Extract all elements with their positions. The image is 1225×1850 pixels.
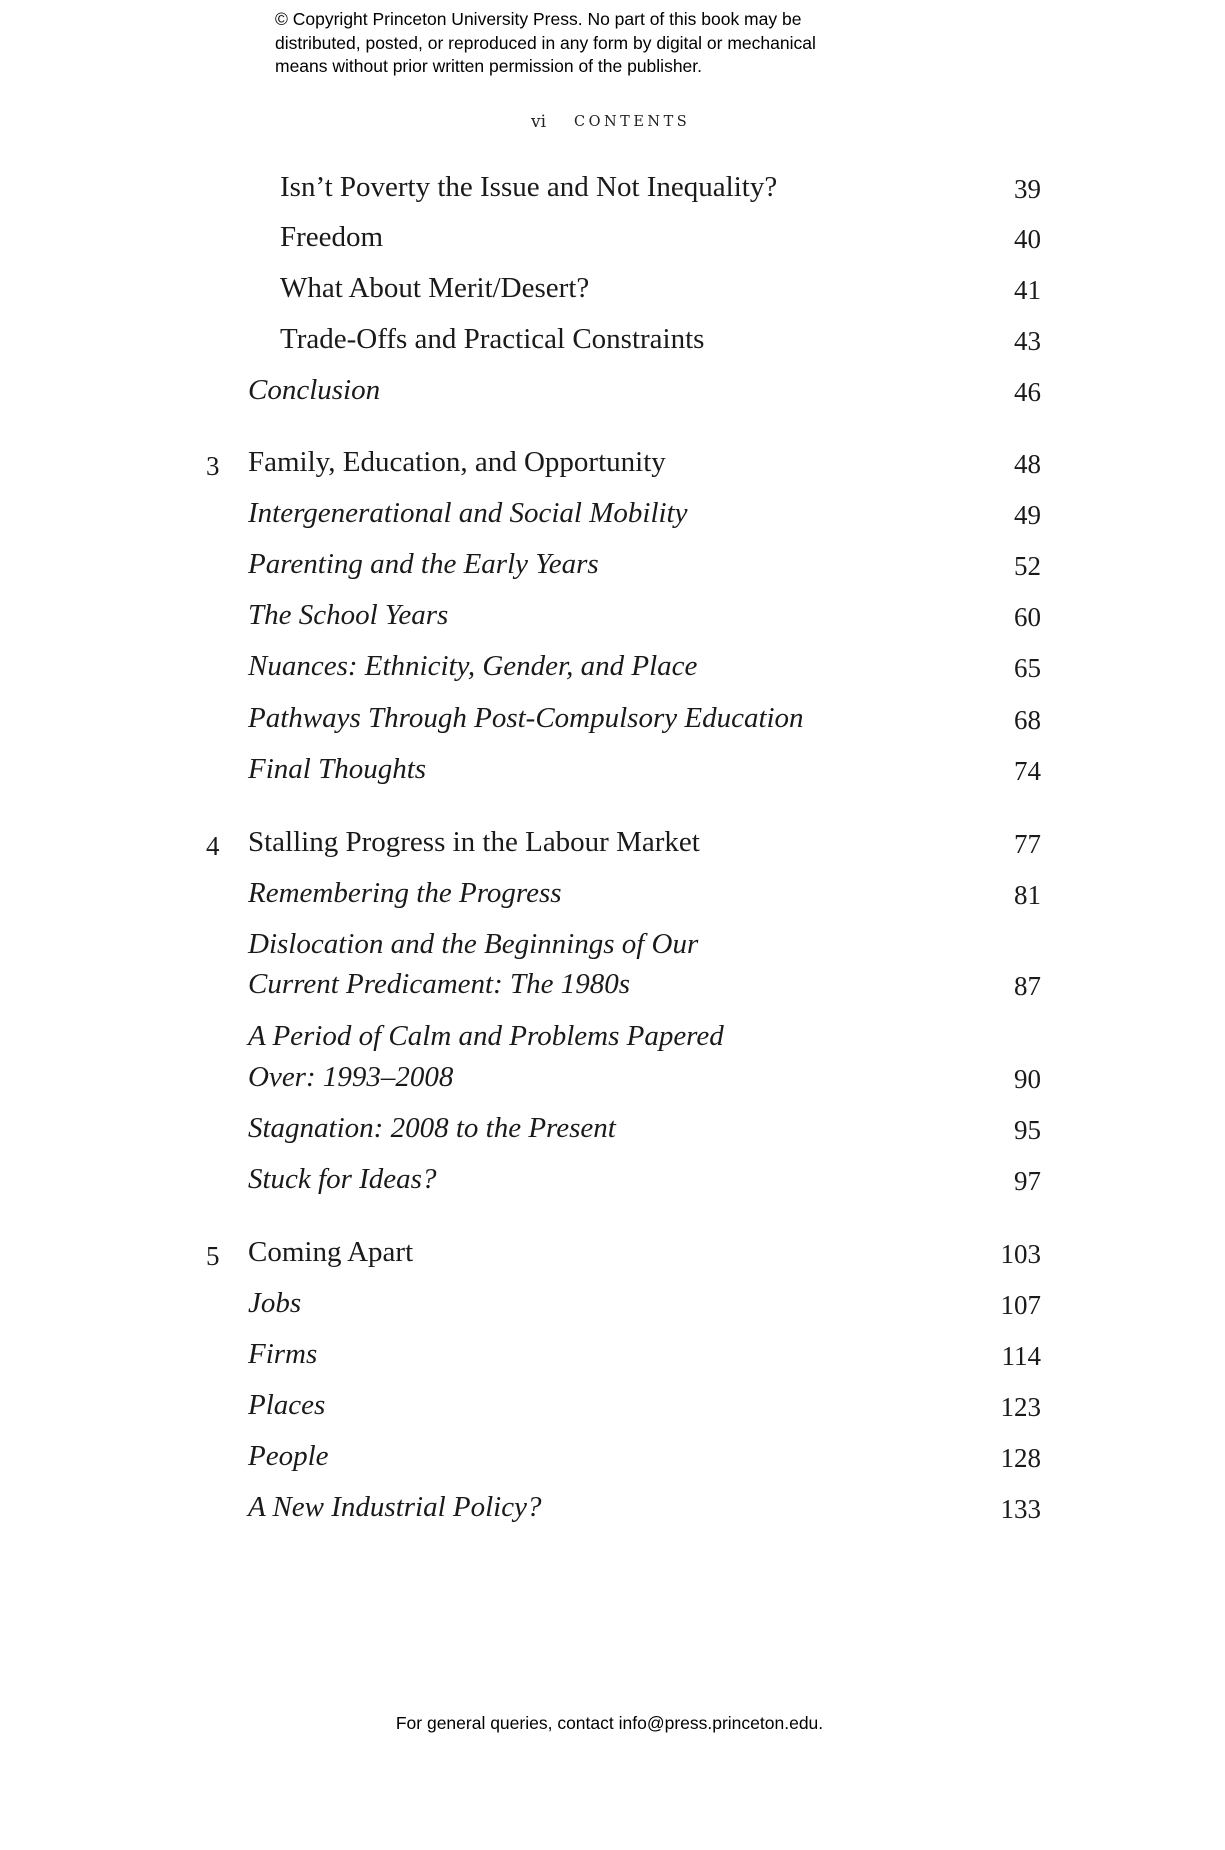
toc-chapter-4[interactable]: Stalling Progress in the Labour Market — [248, 826, 700, 858]
toc-page-school-years: 60 — [1014, 602, 1041, 632]
chapter-number-5: 5 — [206, 1241, 220, 1271]
toc-page-remembering: 81 — [1014, 880, 1041, 910]
toc-entry-parenting[interactable]: Parenting and the Early Years — [248, 548, 599, 580]
toc-entry-remembering[interactable]: Remembering the Progress — [248, 877, 562, 909]
toc-page-merit: 41 — [1014, 275, 1041, 305]
running-head-label: CONTENTS — [574, 114, 691, 130]
toc-entry-period-of-calm-line-1[interactable]: A Period of Calm and Problems Papered — [248, 1020, 724, 1052]
toc-page-freedom: 40 — [1014, 224, 1041, 254]
toc-entry-poverty[interactable]: Isn’t Poverty the Issue and Not Inequality? — [280, 171, 778, 203]
toc-entry-firms[interactable]: Firms — [248, 1338, 318, 1370]
toc-entry-final-thoughts[interactable]: Final Thoughts — [248, 753, 427, 785]
toc-page-chapter-5: 103 — [1000, 1239, 1041, 1269]
toc-chapter-5[interactable]: Coming Apart — [248, 1236, 414, 1268]
toc-page-stuck-for-ideas: 97 — [1014, 1166, 1041, 1196]
toc-entry-period-of-calm-line-2[interactable]: Over: 1993–2008 — [248, 1061, 454, 1093]
toc-entry-tradeoffs[interactable]: Trade-Offs and Practical Constraints — [280, 323, 705, 355]
copyright-line-1: © Copyright Princeton University Press. No part of this book may be — [275, 9, 802, 29]
toc-page-firms: 114 — [1001, 1341, 1041, 1371]
toc-entry-nuances[interactable]: Nuances: Ethnicity, Gender, and Place — [248, 650, 698, 682]
copyright-notice — [275, 8, 915, 79]
toc-page-dislocation: 87 — [1014, 971, 1041, 1001]
toc-page-industrial-policy: 133 — [1000, 1494, 1041, 1524]
toc-page-period-of-calm: 90 — [1014, 1064, 1041, 1094]
footer-text: For general queries, contact info@press.princeton.edu. — [395, 1713, 824, 1733]
toc-page-stagnation: 95 — [1014, 1115, 1041, 1145]
chapter-number-4: 4 — [206, 831, 220, 861]
toc-entry-mobility[interactable]: Intergenerational and Social Mobility — [248, 497, 688, 529]
toc-page-chapter-4: 77 — [1014, 829, 1041, 859]
toc-entry-stuck-for-ideas[interactable]: Stuck for Ideas? — [248, 1163, 437, 1195]
toc-page-pathways: 68 — [1014, 705, 1041, 735]
toc-page-mobility: 49 — [1014, 500, 1041, 530]
toc-entry-places[interactable]: Places — [248, 1389, 326, 1421]
copyright-line-2: distributed, posted, or reproduced in any form by digital or mechanical — [275, 32, 816, 53]
toc-entry-industrial-policy[interactable]: A New Industrial Policy? — [248, 1491, 542, 1523]
toc-chapter-3[interactable]: Family, Education, and Opportunity — [248, 446, 666, 478]
toc-page-conclusion: 46 — [1014, 377, 1041, 407]
toc-entry-conclusion[interactable]: Conclusion — [248, 374, 381, 406]
toc-page-parenting: 52 — [1014, 551, 1041, 581]
toc-entry-stagnation[interactable]: Stagnation: 2008 to the Present — [248, 1112, 616, 1144]
chapter-number-3: 3 — [206, 451, 220, 481]
footer-contact — [0, 1713, 1225, 1734]
page-folio: vi — [531, 112, 547, 132]
toc-page-jobs: 107 — [1000, 1290, 1041, 1320]
toc-page-chapter-3: 48 — [1014, 449, 1041, 479]
toc-entry-jobs[interactable]: Jobs — [248, 1287, 302, 1319]
toc-page-final-thoughts: 74 — [1014, 756, 1041, 786]
copyright-line-3: means without prior written permission of the publisher. — [275, 56, 703, 76]
toc-page-tradeoffs: 43 — [1014, 326, 1041, 356]
toc-page-people: 128 — [1000, 1443, 1041, 1473]
toc-page-poverty: 39 — [1014, 174, 1041, 204]
toc-entry-dislocation-line-1[interactable]: Dislocation and the Beginnings of Our — [248, 928, 699, 960]
toc-entry-freedom[interactable]: Freedom — [280, 221, 384, 253]
toc-entry-pathways[interactable]: Pathways Through Post-Compulsory Education — [248, 702, 804, 734]
toc-entry-people[interactable]: People — [248, 1440, 329, 1472]
toc-page-places: 123 — [1000, 1392, 1041, 1422]
toc-page-nuances: 65 — [1014, 653, 1041, 683]
toc-entry-dislocation-line-2[interactable]: Current Predicament: The 1980s — [248, 968, 631, 1000]
toc-entry-school-years[interactable]: The School Years — [248, 599, 449, 631]
toc-entry-merit[interactable]: What About Merit/Desert? — [280, 272, 590, 304]
